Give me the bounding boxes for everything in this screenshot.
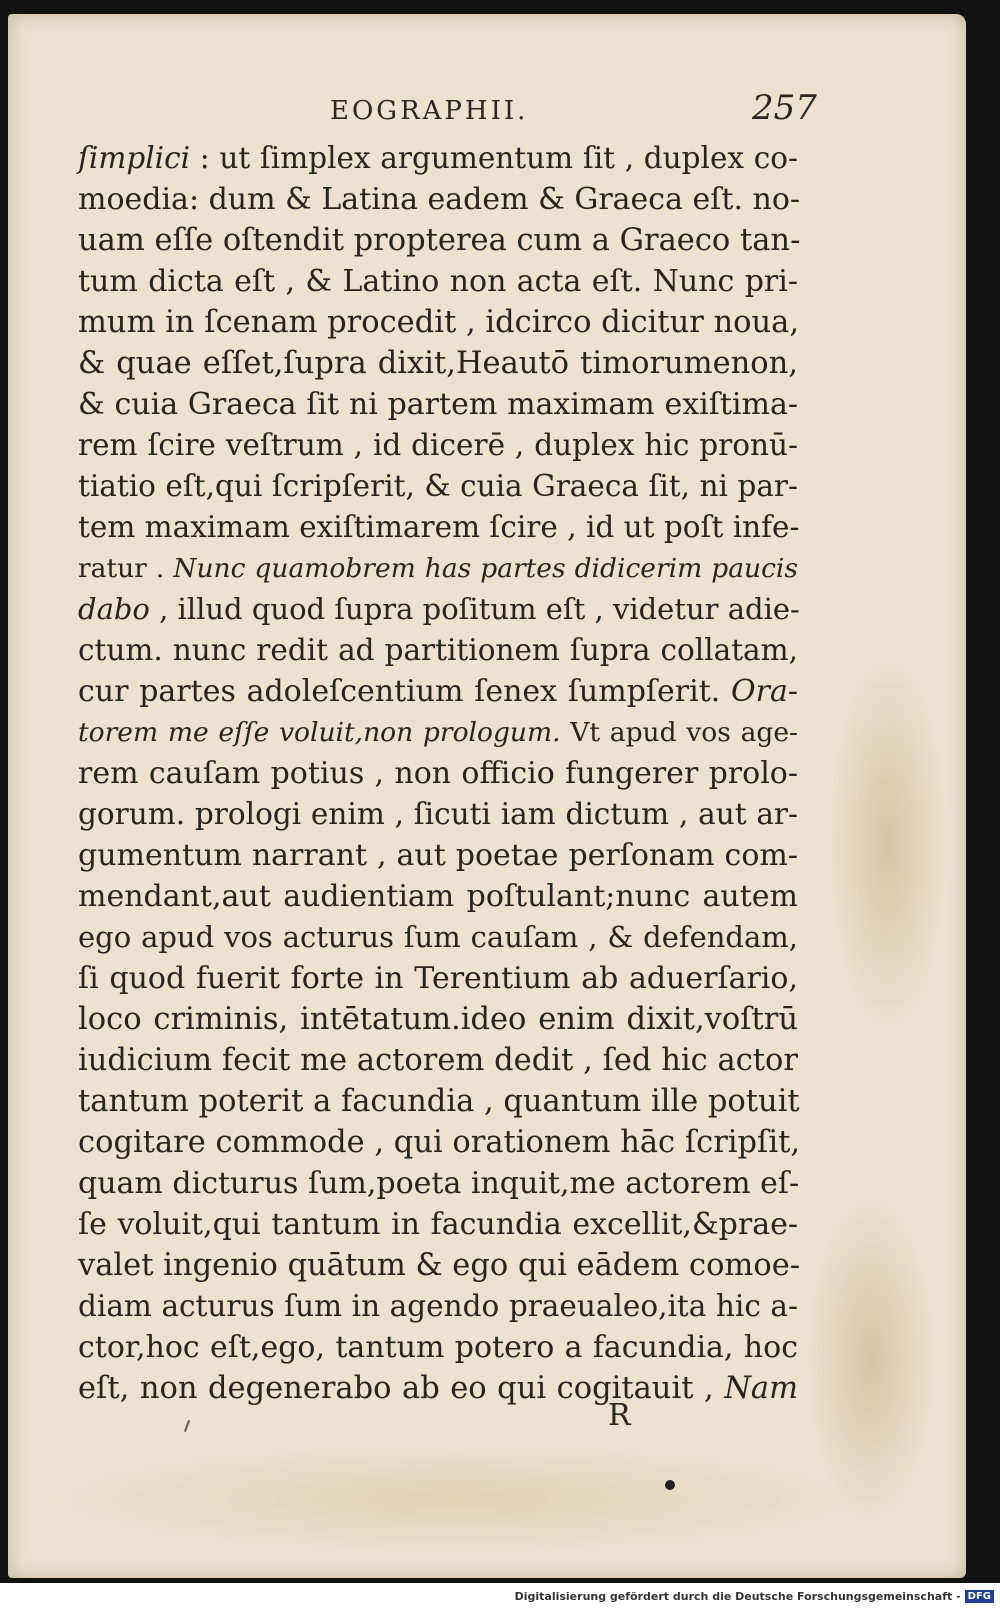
- water-stain: [828, 654, 948, 1034]
- text-segment: Vt apud vos age-: [560, 717, 798, 748]
- text-segment: rem ſcire veſtrum , id dicerē , duplex hic pronū-: [78, 428, 798, 462]
- text-segment: moedia: dum & Latina eadem & Graeca eſt. no-: [78, 182, 801, 217]
- text-line: [78, 1327, 798, 1368]
- text-line: [78, 179, 801, 220]
- text-line: [78, 876, 798, 917]
- body-text: [78, 138, 801, 1409]
- text-line: [78, 548, 798, 589]
- text-segment: diam acturus ſum in agendo praeualeo,ita hic a-: [78, 1289, 798, 1323]
- text-segment: gumentum narrant , aut poetae perſonam com-: [78, 838, 798, 873]
- text-line: [78, 302, 798, 343]
- text-segment: mum in ſcenam procedit , idcirco dicitur noua,: [78, 305, 800, 340]
- text-segment: : ut ſimplex argumentum ſit , duplex co-: [190, 141, 798, 175]
- text-segment: ego apud vos acturus ſum cauſam , & defendam,: [78, 920, 798, 954]
- text-line: [78, 712, 798, 753]
- text-line: [78, 1163, 798, 1204]
- water-stain: [48, 1444, 868, 1554]
- text-line: [78, 220, 801, 261]
- text-segment: rem cauſam potius , non officio fungerer prolo-: [78, 756, 798, 791]
- text-segment: ctor,hoc eſt,ego, tantum potero a facundia, hoc: [78, 1330, 798, 1365]
- text-segment: eſt, non degenerabo ab eo qui cogitauit ,: [78, 1371, 725, 1406]
- italic-segment: ſimplici: [78, 141, 191, 175]
- text-line: [78, 999, 798, 1040]
- text-segment: tantum poterit a facundia , quantum ille potuit: [78, 1084, 800, 1119]
- text-line: [78, 425, 798, 466]
- text-line: [78, 138, 798, 179]
- text-segment: cur partes adoleſcentium ſenex ſumpſerit.: [78, 674, 732, 709]
- ink-dot: [665, 1480, 675, 1490]
- credit-text: Digitalisierung gefördert durch die Deutsche Forschungsgemeinschaft -: [514, 1590, 961, 1603]
- text-line: [78, 630, 798, 671]
- text-line: [78, 835, 798, 876]
- italic-segment: dabo: [78, 592, 150, 626]
- text-line: [78, 671, 798, 712]
- italic-segment: Ora-: [731, 674, 798, 709]
- text-segment: & cuia Graeca ſit ni partem maximam exiſtima-: [78, 387, 798, 422]
- text-line: [78, 466, 798, 507]
- italic-segment: torem me eſſe voluit,non prologum.: [78, 717, 561, 748]
- text-line: [78, 1040, 798, 1081]
- text-segment: loco criminis, intētatum.ideo enim dixit,voſtrū: [78, 1002, 798, 1037]
- text-line: [78, 384, 798, 425]
- text-line: [78, 261, 798, 302]
- text-segment: mendant,aut audientiam poſtulant;nunc autem: [78, 879, 798, 914]
- text-segment: ſe voluit,qui tantum in facundia excellit,&prae-: [78, 1207, 798, 1242]
- text-segment: tum dicta eſt , & Latino non acta eſt. Nunc pri-: [78, 264, 798, 299]
- text-segment: , illud quod ſupra poſitum eſt , videtur adie-: [149, 592, 800, 626]
- text-line: [78, 753, 798, 794]
- text-line: [78, 343, 798, 384]
- text-segment: valet ingenio quātum & ego qui eādem comoe-: [78, 1248, 801, 1283]
- italic-segment: Nunc quamobrem has partes didicerim paucis: [173, 553, 798, 584]
- text-line: [78, 1122, 801, 1163]
- text-line: [78, 794, 798, 835]
- digitization-credit: [515, 1590, 994, 1603]
- text-segment: cogitare commode , qui orationem hāc ſcripſit,: [78, 1125, 801, 1160]
- text-segment: ctum. nunc redit ad partitionem ſupra collatam,: [78, 633, 798, 667]
- text-segment: ratur .: [78, 553, 174, 584]
- text-line: [78, 507, 798, 548]
- text-line: [78, 1368, 798, 1409]
- signature-mark: R: [608, 1398, 631, 1433]
- text-line: [78, 958, 798, 999]
- text-segment: ſi quod fuerit forte in Terentium ab aduerſario,: [78, 961, 798, 996]
- text-segment: tiatio eſt,qui ſcripſerit, & cuia Graeca ſit, ni par-: [78, 469, 798, 503]
- running-head: EOGRAPHII.: [330, 96, 529, 126]
- italic-segment: Nam: [724, 1371, 798, 1406]
- text-line: [78, 1286, 798, 1327]
- text-line: [78, 917, 798, 958]
- text-segment: uam eſſe oſtendit propterea cum a Graeco tan-: [78, 223, 801, 258]
- text-segment: quam dicturus ſum,poeta inquit,me actorem eſ-: [78, 1166, 800, 1201]
- text-segment: tem maximam exiſtimarem ſcire , id ut poſt infe-: [78, 510, 800, 544]
- text-line: [78, 1081, 798, 1122]
- text-segment: iudicium fecit me actorem dedit , ſed hic actor: [78, 1043, 798, 1078]
- text-line: [78, 1204, 798, 1245]
- page-number: 257: [752, 88, 817, 128]
- text-segment: & quae eſſet,ſupra dixit,Heautō timorumenon,: [78, 346, 798, 381]
- text-line: [78, 1245, 801, 1286]
- text-line: [78, 589, 798, 630]
- text-segment: gorum. prologi enim , ſicuti iam dictum , aut ar-: [78, 797, 798, 831]
- dfg-logo: DFG: [965, 1590, 994, 1603]
